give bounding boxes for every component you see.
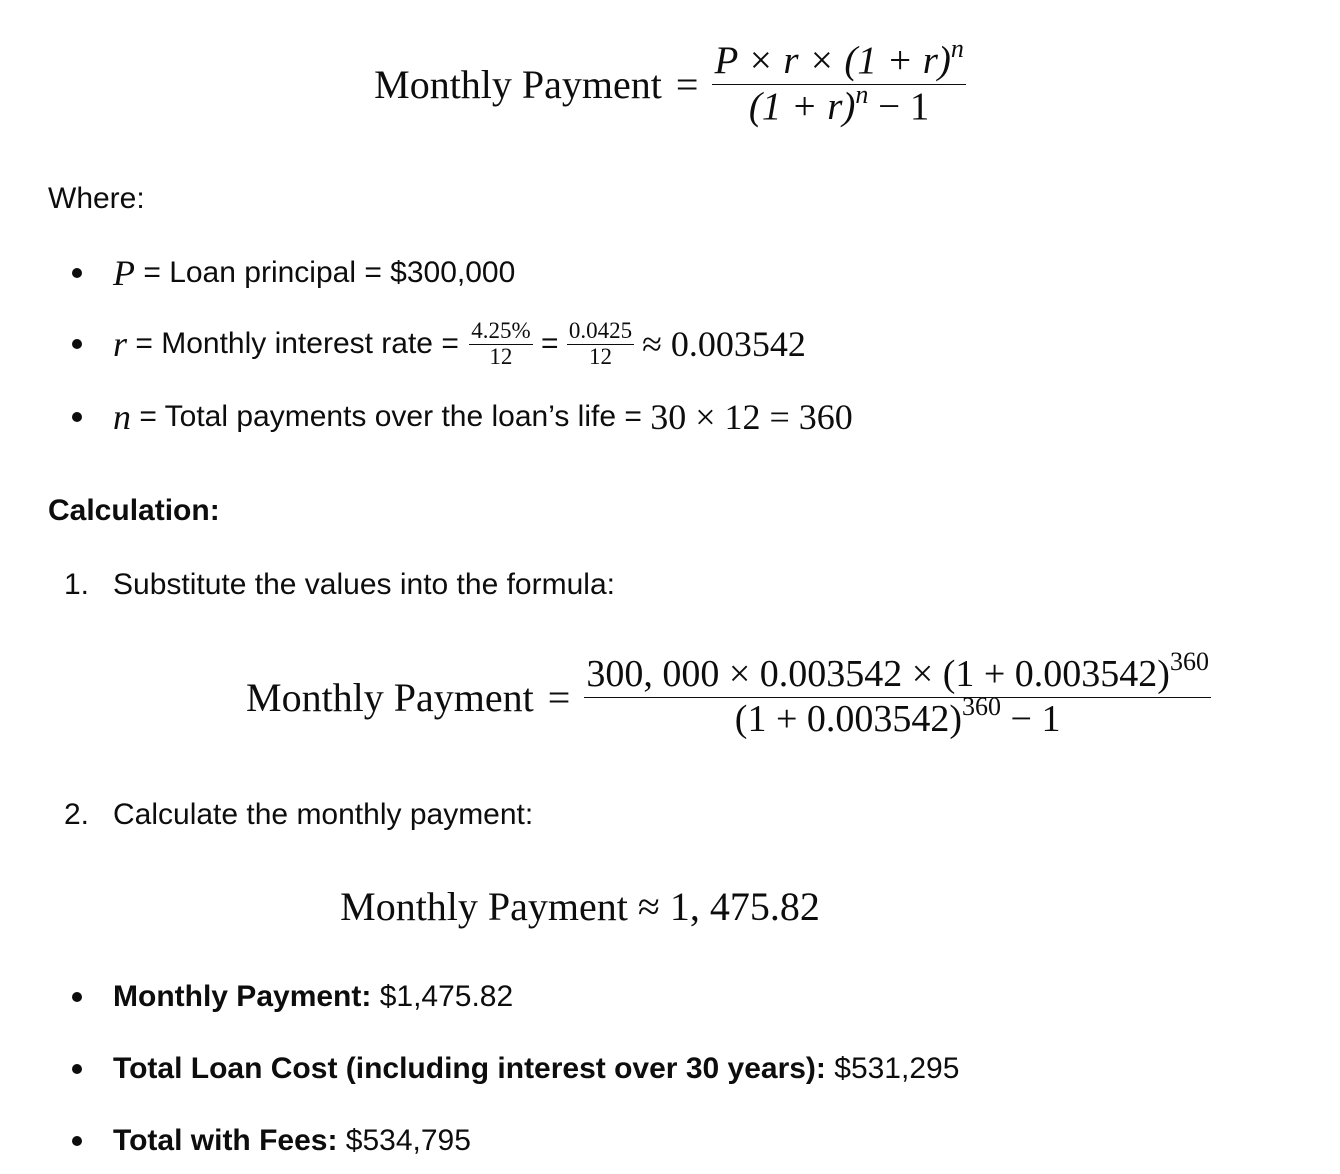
formula-display — [0, 34, 1340, 134]
result-label: Total Loan Cost (including interest over 30 years): — [113, 1052, 826, 1085]
definition-item-n — [0, 392, 1340, 442]
monthly-payment-result-display — [0, 878, 1250, 934]
rate-fraction-percent — [469, 319, 532, 368]
formula-numerator-text: P × r × (1 + r) — [714, 38, 951, 82]
substituted-formula-numerator-text: 300, 000 × 0.003542 × (1 + 0.003542) — [586, 652, 1170, 695]
formula-denominator-pre: (1 + r) — [748, 84, 856, 128]
definition-text: = Total payments over the loan’s life = — [131, 400, 651, 433]
substituted-formula-denominator-exponent: 360 — [962, 691, 1002, 721]
formula-denominator-exponent: n — [855, 79, 869, 109]
step-item-2 — [0, 790, 1340, 840]
substituted-formula-lhs: Monthly Payment — [246, 674, 534, 720]
substituted-formula-denominator-post: − 1 — [1001, 697, 1061, 740]
substituted-formula-display — [246, 645, 1211, 749]
definition-symbol: P — [113, 253, 135, 293]
step-text: Substitute the values into the formula: — [113, 568, 615, 601]
bullet-icon — [72, 1136, 82, 1146]
step-marker: 1. — [64, 568, 90, 601]
formula-numerator-exponent: n — [950, 33, 964, 63]
substituted-formula-denominator — [733, 691, 1063, 742]
result-value: $1,475.82 — [371, 980, 514, 1013]
definition-text: = Loan principal = $300,000 — [135, 256, 516, 289]
formula-numerator — [712, 33, 965, 84]
calculation-label: Calculation: — [48, 494, 220, 527]
rate-fraction-decimal-num: 0.0425 — [568, 318, 633, 344]
bullet-icon — [72, 1064, 82, 1074]
step-text: Calculate the monthly payment: — [113, 798, 534, 831]
bullet-icon — [72, 992, 82, 1002]
result-content — [113, 980, 513, 1014]
substituted-formula-denominator-pre: (1 + 0.003542) — [734, 697, 963, 740]
definition-item-p — [0, 248, 1340, 298]
formula-denominator — [747, 79, 931, 130]
result-item-total-with-fees — [0, 1116, 1340, 1166]
result-content — [113, 1052, 959, 1086]
rate-mid-equals: = — [532, 327, 567, 360]
definition-text: = Monthly interest rate = — [127, 327, 468, 360]
result-value: $534,795 — [337, 1124, 471, 1157]
payments-expression: 30 × 12 = 360 — [650, 397, 853, 437]
bullet-icon — [72, 268, 82, 278]
monthly-payment-result-text: Monthly Payment ≈ 1, 475.82 — [340, 883, 820, 929]
formula-equals: = — [675, 61, 699, 107]
result-item-monthly-payment — [0, 972, 1340, 1022]
substituted-formula-numerator-exponent: 360 — [1169, 646, 1209, 676]
step-marker: 2. — [64, 798, 90, 831]
definition-symbol: r — [113, 324, 128, 364]
result-label: Total with Fees: — [113, 1124, 338, 1157]
bullet-icon — [72, 339, 82, 349]
formula-denominator-post: − 1 — [868, 84, 930, 128]
rate-fraction-decimal-den: 12 — [588, 343, 612, 369]
substituted-formula-equals: = — [547, 674, 571, 720]
result-value: $531,295 — [825, 1052, 960, 1085]
definition-content — [113, 319, 806, 368]
result-content — [113, 1124, 471, 1158]
step-item-1 — [0, 560, 1340, 610]
formula-lhs: Monthly Payment — [374, 61, 662, 107]
bullet-icon — [72, 412, 82, 422]
where-label: Where: — [48, 182, 145, 215]
formula-fraction — [712, 33, 965, 130]
result-label: Monthly Payment: — [113, 980, 372, 1013]
rate-fraction-percent-num: 4.25% — [471, 318, 531, 344]
definition-content — [113, 396, 853, 438]
substituted-formula-numerator — [584, 646, 1211, 697]
definition-item-r — [0, 319, 1340, 369]
definition-content — [113, 252, 515, 294]
rate-fraction-decimal — [567, 319, 634, 368]
rate-fraction-percent-den: 12 — [489, 343, 513, 369]
rate-approx: ≈ 0.003542 — [642, 324, 806, 364]
result-item-total-loan-cost — [0, 1044, 1340, 1094]
substituted-formula-fraction — [584, 646, 1211, 741]
definition-symbol: n — [113, 397, 131, 437]
